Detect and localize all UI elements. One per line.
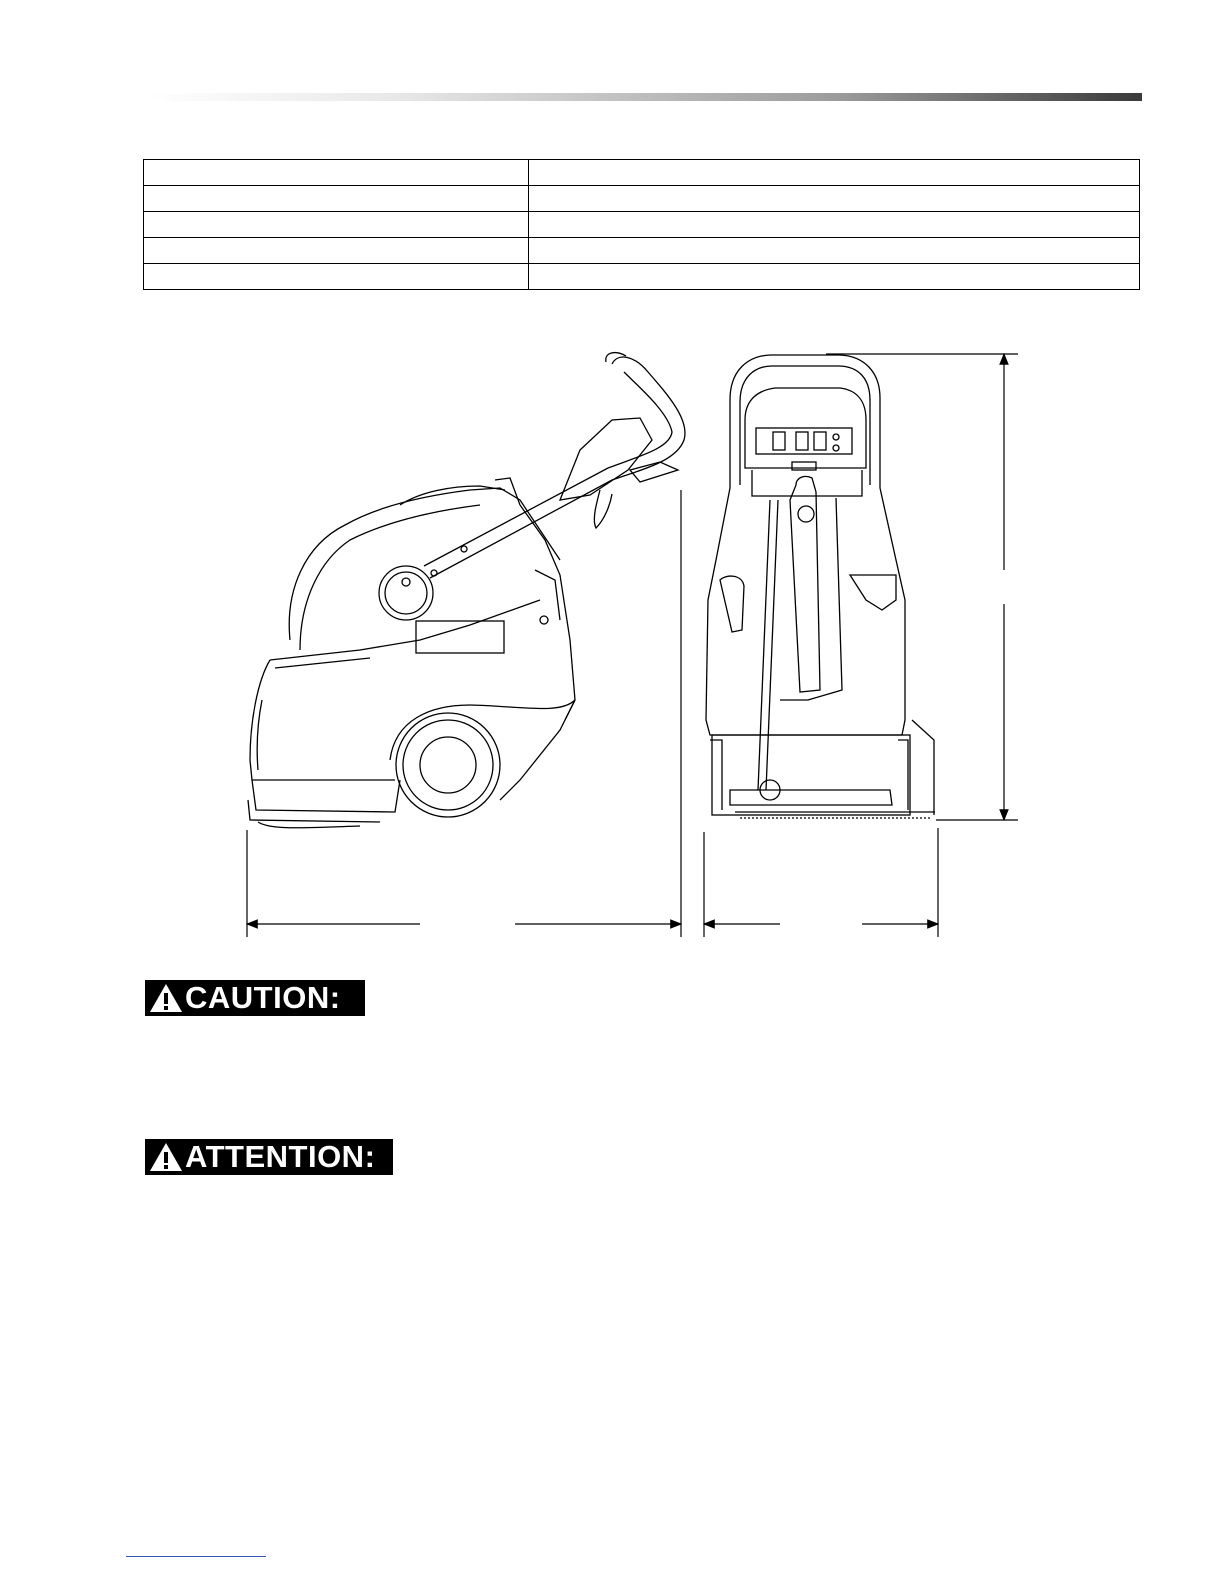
footer-link-underline[interactable]: [126, 1556, 266, 1557]
warning-triangle-icon: [149, 982, 183, 1014]
warning-triangle-icon: [149, 1141, 183, 1173]
caution-label-text: CAUTION:: [185, 980, 341, 1015]
attention-label-text: ATTENTION:: [185, 1139, 376, 1174]
side-view-drawing: [248, 353, 685, 828]
caution-label: [145, 980, 365, 1016]
attention-label: [145, 1139, 393, 1175]
front-view-drawing: [706, 355, 935, 818]
dimension-lines: [247, 354, 1018, 937]
